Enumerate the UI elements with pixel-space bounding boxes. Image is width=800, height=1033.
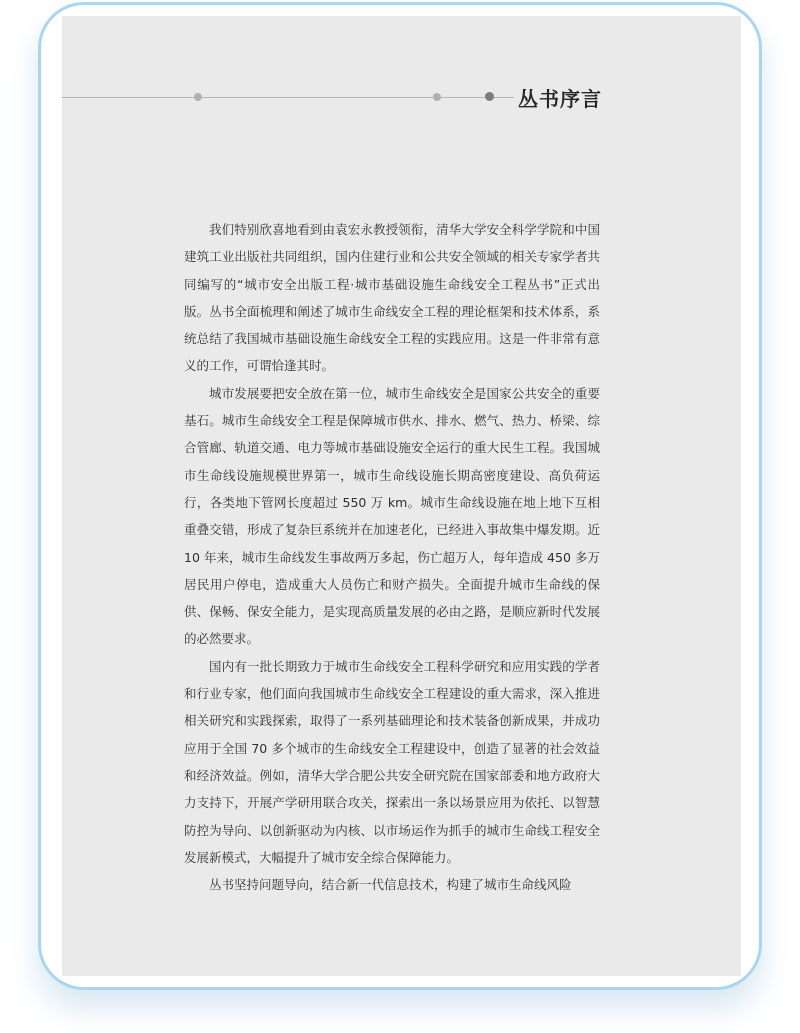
book-card-frame: [38, 2, 762, 990]
header-divider-line: [62, 97, 514, 98]
preface-body: [184, 216, 600, 898]
preface-paragraph-1: 我们特别欣喜地看到由袁宏永教授领衔，清华大学安全科学学院和中国建筑工业出版社共同组织，国内住建行业和公共安全领域的相关专家学者共同编写的“城市安全出版工程·城市基础设施生命线安全工程丛书”正式出版。丛书全面梳理和阐述了城市生命线安全工程的理论框架和技术体系，系统总结了我国城市基础设施生命线安全工程的实践应用。这是一件非常有意义的工作，可谓恰逢其时。: [184, 222, 600, 374]
book-page: [62, 16, 741, 976]
preface-paragraph-4: 丛书坚持问题导向，结合新一代信息技术，构建了城市生命线风险: [209, 877, 572, 893]
preface-paragraph-2: 城市发展要把安全放在第一位，城市生命线安全是国家公共安全的重要基石。城市生命线安全工程是保障城市供水、排水、燃气、热力、桥梁、综合管廊、轨道交通、电力等城市基础设施安全运行的重大民生工程。我国城市生命线设施规模世界第一，城市生命线设施长期高密度建设、高负荷运行，各类地下管网长度超过 550 万 km。城市生命线设施在地上地下互相重叠交错，形成了复杂巨系统并在加速老化，已经进入事故集中爆发期。近 10 年来，城市生命线发生事故两万多起，伤亡超万人，每年造成 450 多万居民用户停电，造成重大人员伤亡和财产损失。全面提升城市生命线的保供、保畅、保安全能力，是实现高质量发展的必由之路，是顺应新时代发展的必然要求。: [184, 385, 600, 647]
divider-end-dot: [485, 92, 494, 101]
page-title: 丛书序言: [518, 87, 602, 111]
preface-paragraph-3: 国内有一批长期致力于城市生命线安全工程科学研究和应用实践的学者和行业专家，他们面向我国城市生命线安全工程建设的重大需求，深入推进相关研究和实践探索，取得了一系列基础理论和技术装备创新成果，并成功应用于全国 70 多个城市的生命线安全工程建设中，创造了显著的社会效益和经济效益。例如，清华大学合肥公共安全研究院在国家部委和地方政府大力支持下，开展产学研用联合攻关，探索出一条以场景应用为依托、以智慧防控为导向、以创新驱动为内核、以市场运作为抓手的城市生命线工程安全发展新模式，大幅提升了城市安全综合保障能力。: [184, 658, 600, 865]
divider-dot: [194, 93, 202, 101]
divider-dot: [433, 93, 441, 101]
